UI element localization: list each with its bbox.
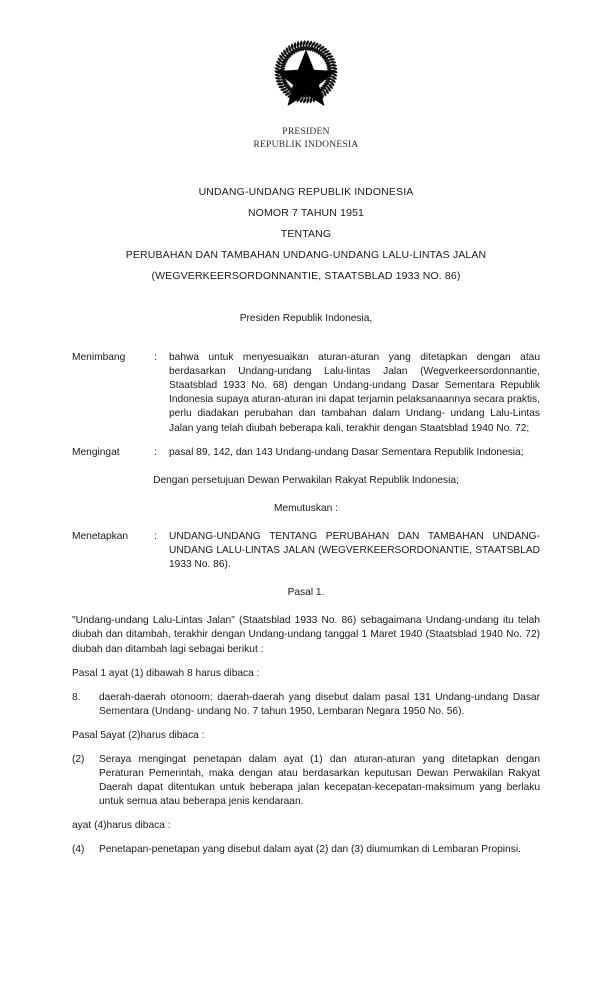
menetapkan-colon: : xyxy=(154,530,157,542)
mengingat-text: pasal 89, 142, dan 143 Undang-undang Dasar Sementara Republik Indonesia; xyxy=(169,446,524,458)
menetapkan-row xyxy=(72,530,540,572)
title-line-4: PERUBAHAN DAN TAMBAHAN UNDANG-UNDANG LALU-LINTAS JALAN xyxy=(125,249,487,261)
title-line-1: UNDANG-UNDANG REPUBLIK INDONESIA xyxy=(198,186,414,198)
emblem-caption-line-1: PRESIDEN xyxy=(282,127,330,137)
title-line-2: NOMOR 7 TAHUN 1951 xyxy=(247,207,365,219)
emblem-caption xyxy=(0,126,612,151)
item-4-marker: (4) xyxy=(72,844,85,856)
item-2-row xyxy=(72,753,540,809)
authority-line: Presiden Republik Indonesia, xyxy=(239,313,373,324)
decide-heading: Memutuskan : xyxy=(274,502,338,514)
item-2-lead: Pasal 5ayat (2)harus dibaca : xyxy=(72,729,205,741)
menimbang-text: bahwa untuk menyesuaikan aturan-aturan yang ditetapkan dengan atau berdasarkan Undang-undang Lalu-lintas Jalan (Wegverkeersordonnantie, Staatsblad 1933 No. 68) dengan Undang-undang Dasar Sementara Republik Indonesia supaya aturan-aturan ini dapat terjamin pelaksanaannya secara praktis, perlu diadakan perubahan dan tambahan dalam Undang- undang Lalu-Lintas Jalan yang telah diubah beberapa kali, terakhir dengan Staatsblad 1940 No. 72; xyxy=(169,352,540,434)
pasal-1-intro: "Undang-undang Lalu-Lintas Jalan" (Staatsblad 1933 No. 86) sebagaimana Undang-undang itu telah diubah dan ditambah, terakhir dengan Undang-undang tanggal 1 Maret 1940 (Staatsblad 1940 No. 72) diubah dan ditambah lagi sebagai berikut : xyxy=(72,615,540,655)
menetapkan-text: UNDANG-UNDANG TENTANG PERUBAHAN DAN TAMBAHAN UNDANG-UNDANG LALU-LINTAS JALAN (WEGVERKEERSORDONANTIE, STAATSBLAD 1933 No. 86). xyxy=(169,530,540,571)
approval-line: Dengan persetujuan Dewan Perwakilan Rakyat Republik Indonesia; xyxy=(153,474,459,486)
document-body xyxy=(72,287,540,858)
mengingat-colon: : xyxy=(154,446,157,458)
menimbang-row xyxy=(72,351,540,436)
menimbang-label: Menimbang xyxy=(72,352,126,364)
item-4-row xyxy=(72,843,540,857)
item-8-row xyxy=(72,691,540,719)
mengingat-label: Mengingat xyxy=(72,446,120,458)
item-4-lead: ayat (4)harus dibaca : xyxy=(72,820,171,832)
emblem-block xyxy=(0,0,612,151)
menetapkan-label: Menetapkan xyxy=(72,530,129,542)
pasal-1-heading: Pasal 1. xyxy=(287,587,325,599)
menimbang-colon: : xyxy=(154,352,157,364)
title-line-3: TENTANG xyxy=(280,228,332,240)
item-8-marker: 8. xyxy=(72,691,81,703)
document-title-block xyxy=(0,182,612,287)
item-8-lead: Pasal 1 ayat (1) dibawah 8 harus dibaca : xyxy=(72,667,260,679)
emblem-caption-line-2: REPUBLIK INDONESIA xyxy=(253,139,359,150)
mengingat-row xyxy=(72,446,540,460)
item-4-text: Penetapan-penetapan yang disebut dalam ayat (2) dan (3) diumumkan di Lembaran Propinsi. xyxy=(99,844,521,856)
indonesia-presidential-seal-icon xyxy=(263,34,349,120)
item-8-text: daerah-daerah otonoom: daerah-daerah yang disebut dalam pasal 131 Undang-undang Dasar Sementara (Undang- undang No. 7 tahun 1950, Lembaran Negara 1950 No. 56). xyxy=(99,691,540,717)
item-2-text: Seraya mengingat penetapan dalam ayat (1) dan aturan-aturan yang ditetapkan dengan Peraturan Pemerintah, maka dengan atau berdasarkan keputusan Dewan Perwakilan Rakyat Daerah dapat ditentukan untuk beberapa jalan kecepatan-kecepatan-maksimum yang berlaku untuk semua atau beberapa jenis kendaraan. xyxy=(99,753,540,808)
item-2-marker: (2) xyxy=(72,753,85,765)
title-line-5: (WEGVERKEERSORDONNANTIE, STAATSBLAD 1933 NO. 86) xyxy=(151,270,461,282)
